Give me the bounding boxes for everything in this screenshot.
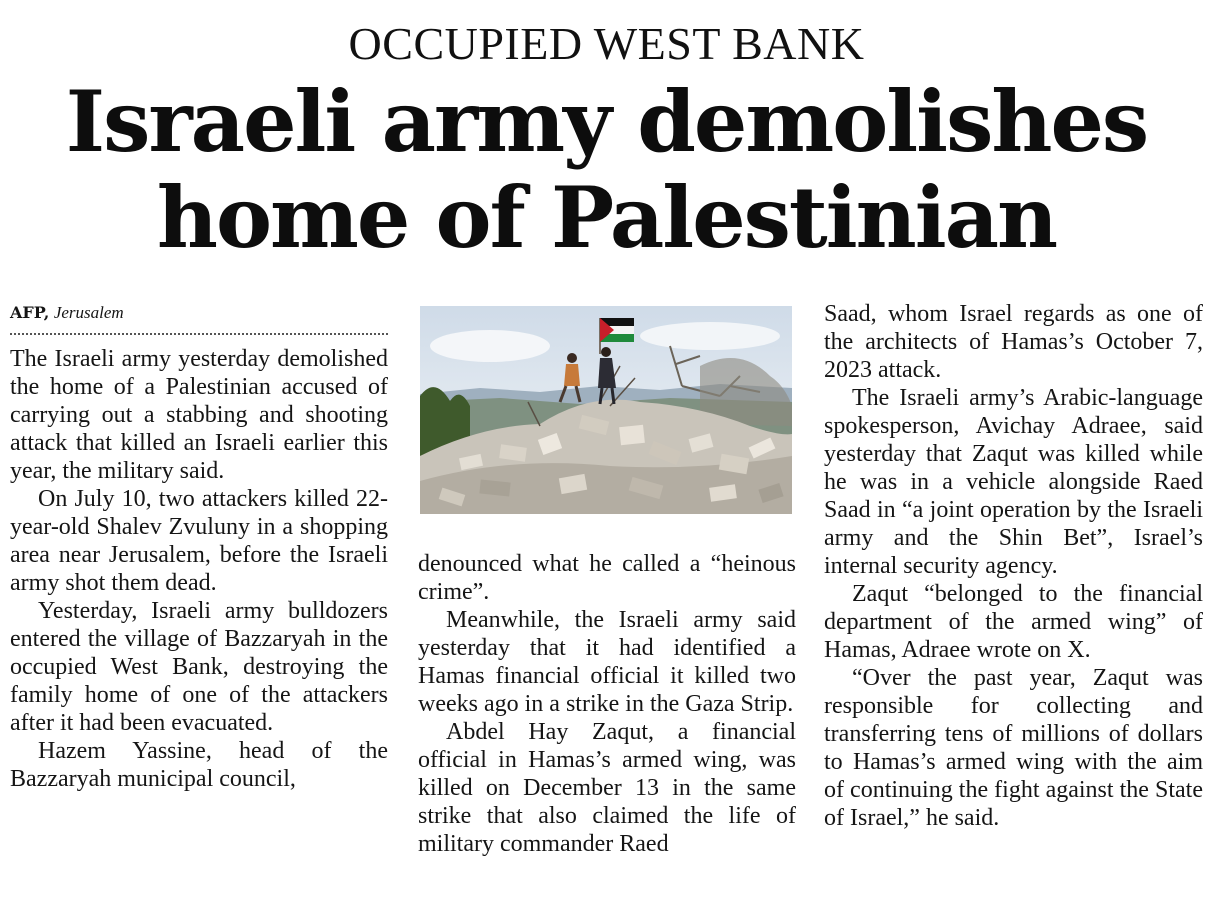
section-kicker: OCCUPIED WEST BANK [348,18,865,69]
byline-place: Jerusalem [53,303,124,322]
paragraph: Abdel Hay Zaqut, a financial official in Hamas’s armed wing, was killed on December 13 in the same strike that also claimed the life of military commander Raed [418,719,796,857]
headline-line-2: home of Palestinian [156,168,1057,267]
article-column-2 [418,550,796,858]
paragraph: Yesterday, Israeli army bulldozers entered the village of Bazzaryah in the occupied West Bank, destroying the family home of one of the attackers after it had been evacuated. [10,598,388,736]
paragraph: The Israeli army’s Arabic-language spokesperson, Avichay Adraee, said yesterday that Zaqut was killed while he was in a vehicle alongside Raed Saad in “a joint operation by the Israeli army and the Shin Bet”, Israel’s internal security agency. [824,385,1203,579]
headline [0,74,1213,266]
article-column-3 [824,300,1203,832]
paragraph: Hazem Yassine, head of the Bazzaryah municipal council, [10,738,388,792]
paragraph: On July 10, two attackers killed 22-year-old Shalev Zvuluny in a shopping area near Jerusalem, before the Israeli army shot them dead. [10,486,388,596]
news-photo [420,306,792,514]
paragraph: “Over the past year, Zaqut was responsible for collecting and transferring tens of millions of dollars to Hamas’s armed wing with the aim of continuing the fight against the State of Israel,” he said. [824,665,1203,831]
paragraph: Meanwhile, the Israeli army said yesterday that it had identified a Hamas financial official it killed two weeks ago in a strike in the Gaza Strip. [418,607,796,717]
paragraph: Zaqut “belonged to the financial department of the armed wing” of Hamas, Adraee wrote on X. [824,581,1203,663]
article-column-1 [10,300,388,793]
byline-agency: AFP, [10,303,50,322]
paragraph: denounced what he called a “heinous crime”. [418,551,796,605]
dotted-divider [10,333,388,335]
paragraph: Saad, whom Israel regards as one of the architects of Hamas’s October 7, 2023 attack. [824,301,1203,383]
headline-line-1: Israeli army demolishes [65,72,1148,171]
paragraph: The Israeli army yesterday demolished the home of a Palestinian accused of carrying out a stabbing and shooting attack that killed an Israeli earlier this year, the military said. [10,346,388,484]
byline [10,300,388,325]
